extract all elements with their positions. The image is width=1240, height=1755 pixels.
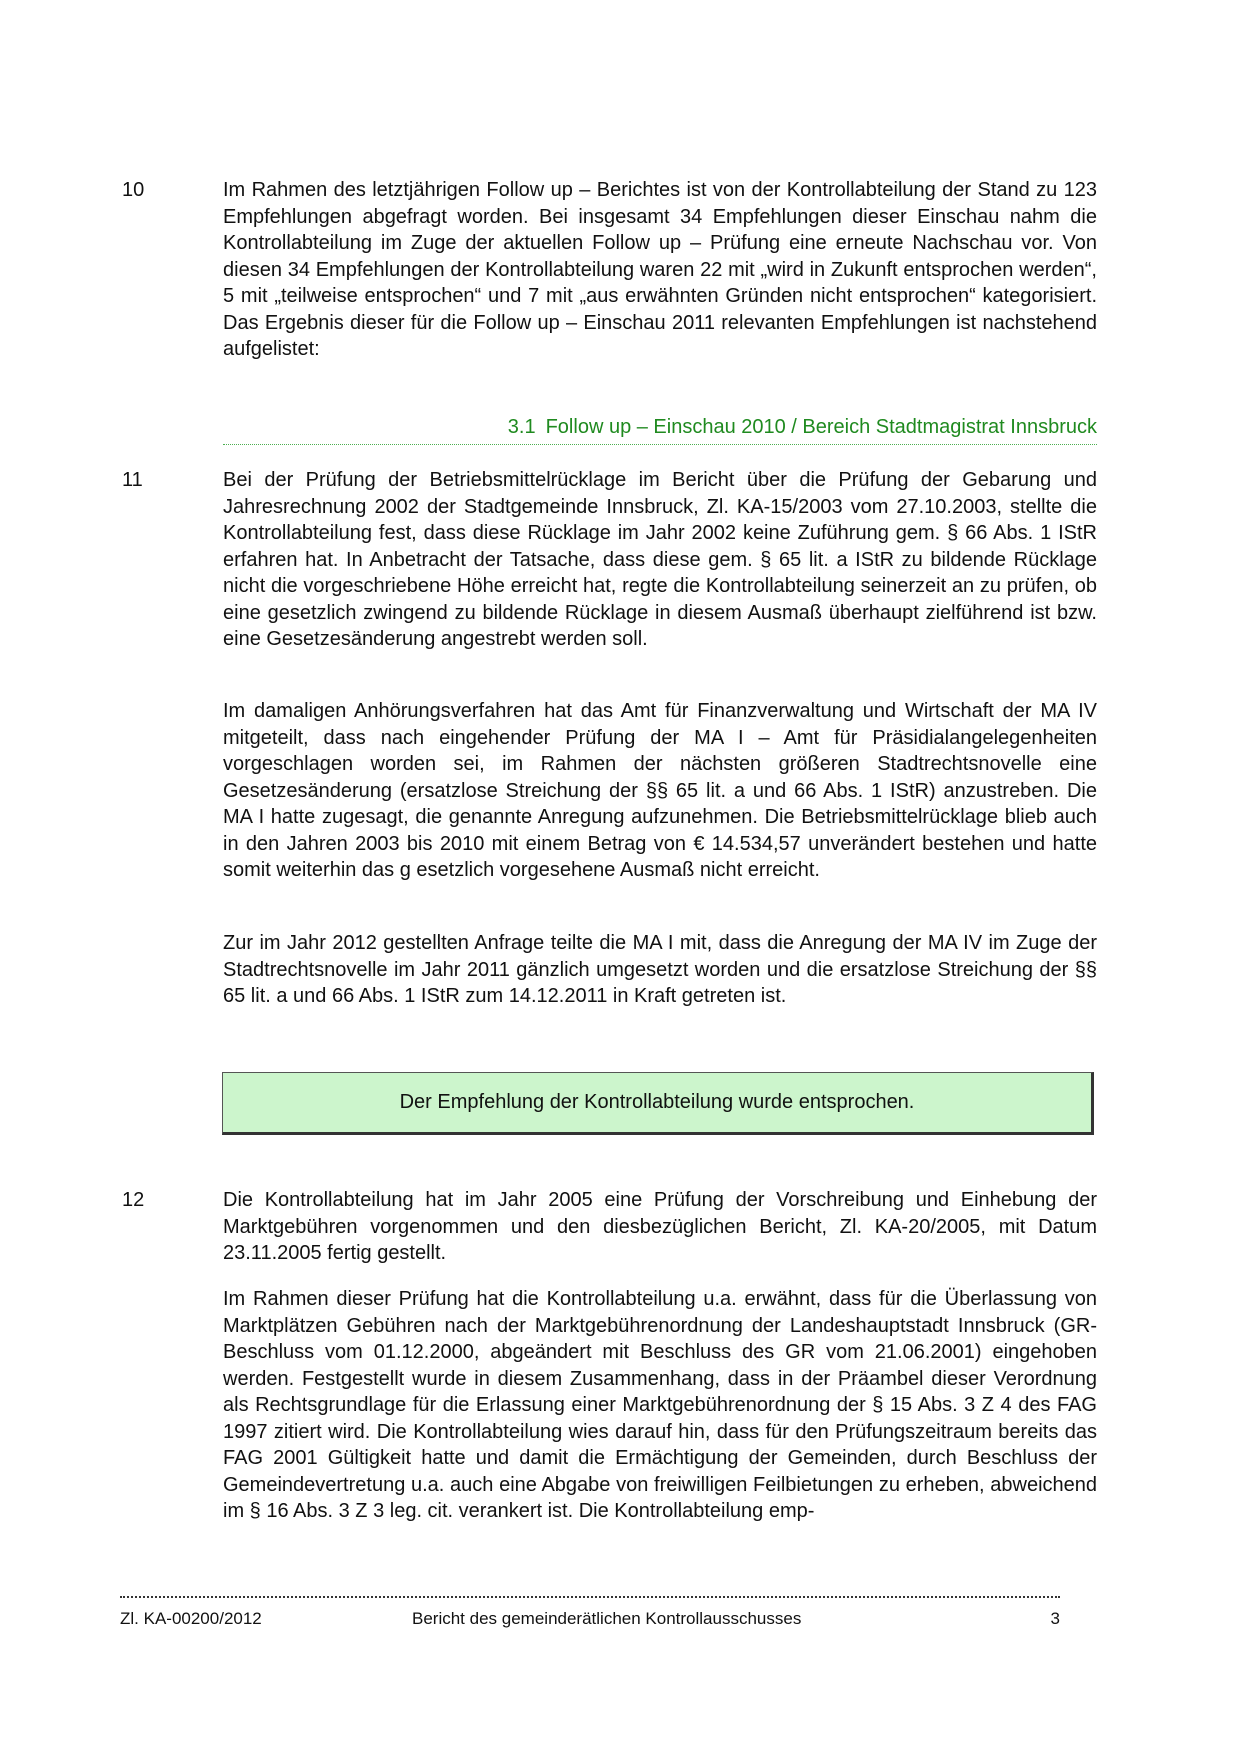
page-number: 3 — [1050, 1609, 1060, 1628]
paragraph-11-text-1: Bei der Prüfung der Betriebsmittelrücklage im Bericht über die Prüfung der Gebarung und Jahresrechnung 2002 der Stadtgemeinde Innsbruck, Zl. KA-15/2003 vom 27.10.2003, stellte die Kontrollabteilung fest, dass diese Rücklage im Jahr 2002 keine Zuführung gem. § 66 Abs. 1 IStR erfahren hat. In Anbetracht der Tatsache, dass diese gem. § 65 lit. a IStR zu bildende Rücklage nicht die vorgeschriebene Höhe erreicht hat, regte die Kontrollabteilung seinerzeit an zu prüfen, ob eine gesetzlich zwingend zu bildende Rücklage in diesem Ausmaß überhaupt zielführend ist bzw. eine Gesetzesänderung angestrebt werden soll. — [223, 469, 1097, 650]
section-heading-number: 3.1 — [507, 416, 536, 438]
section-heading-title: Follow up – Einschau 2010 / Bereich Stadtmagistrat Innsbruck — [545, 416, 1097, 438]
paragraph-12-text-1: Die Kontrollabteilung hat im Jahr 2005 eine Prüfung der Vorschreibung und Einhebung der Marktgebühren vorgenommen und den diesbezüglichen Bericht, Zl. KA-20/2005, mit Datum 23.11.2005 fertig gestellt. — [223, 1189, 1097, 1264]
paragraph-11-text-3: Zur im Jahr 2012 gestellten Anfrage teilte die MA I mit, dass die Anregung der MA IV im Zuge der Stadtrechtsnovelle im Jahr 2011 gänzlich umgesetzt worden und die ersatzlose Streichung der §§ 65 lit. a und 66 Abs. 1 IStR zum 14.12.2011 in Kraft getreten ist. — [223, 932, 1097, 1007]
paragraph-number: 11 — [122, 469, 143, 491]
footer-title: Bericht des gemeinderätlichen Kontrollausschusses — [412, 1609, 802, 1628]
footer-divider — [120, 1596, 1060, 1598]
paragraph-number: 10 — [122, 179, 145, 201]
section-heading — [223, 414, 1097, 445]
result-box: Der Empfehlung der Kontrollabteilung wurde entsprochen. — [222, 1072, 1094, 1135]
paragraph-11-text-2: Im damaligen Anhörungsverfahren hat das Amt für Finanzverwaltung und Wirtschaft der MA IV mitgeteilt, dass nach eingehender Prüfung der MA I – Amt für Präsidialangelegenheiten vorgeschlagen worden sei, im Rahmen der nächsten größeren Stadtrechtsnovelle eine Gesetzesänderung (ersatzlose Streichung der §§ 65 lit. a und 66 Abs. 1 IStR) anzustreben. Die MA I hatte zugesagt, die genannte Anregung aufzunehmen. Die Betriebsmittelrücklage blieb auch in den Jahren 2003 bis 2010 mit einem Betrag von € 14.534,57 unverändert bestehen und hatte somit weiterhin das g esetzlich vorgesehene Ausmaß nicht erreicht. — [223, 700, 1097, 881]
footer-reference: Zl. KA-00200/2012 — [120, 1609, 262, 1628]
paragraph-number: 12 — [122, 1189, 145, 1211]
paragraph-10-text: Im Rahmen des letztjährigen Follow up – Berichtes ist von der Kontrollabteilung der Stand zu 123 Empfehlungen abgefragt worden. Bei insgesamt 34 Empfehlungen dieser Einschau nahm die Kontrollabteilung im Zuge der aktuellen Follow up – Prüfung eine erneute Nachschau vor. Von diesen 34 Empfehlungen der Kontrollabteilung waren 22 mit „wird in Zukunft entsprochen werden“, 5 mit „teilweise entsprochen“ und 7 mit „aus erwähnten Gründen nicht entsprochen“ kategorisiert. Das Ergebnis dieser für die Follow up – Einschau 2011 relevanten Empfehlungen ist nachstehend aufgelistet: — [223, 179, 1097, 360]
paragraph-12-text-2: Im Rahmen dieser Prüfung hat die Kontrollabteilung u.a. erwähnt, dass für die Überlassung von Marktplätzen Gebühren nach der Marktgebührenordnung der Landeshauptstadt Innsbruck (GR-Beschluss vom 01.12.2000, abgeändert mit Beschluss des GR vom 21.06.2001) eingehoben werden. Festgestellt wurde in diesem Zusammenhang, dass in der Präambel dieser Verordnung als Rechtsgrundlage für die Erlassung einer Marktgebührenordnung der § 15 Abs. 3 Z 4 des FAG 1997 zitiert wird. Die Kontrollabteilung wies darauf hin, dass für den Prüfungszeitraum bereits das FAG 2001 Gültigkeit hatte und damit die Ermächtigung der Gemeinden, durch Beschluss der Gemeindevertretung u.a. auch eine Abgabe von freiwilligen Feilbietungen zu erheben, abweichend im § 16 Abs. 3 Z 3 leg. cit. verankert ist. Die Kontrollabteilung emp- — [223, 1288, 1097, 1522]
